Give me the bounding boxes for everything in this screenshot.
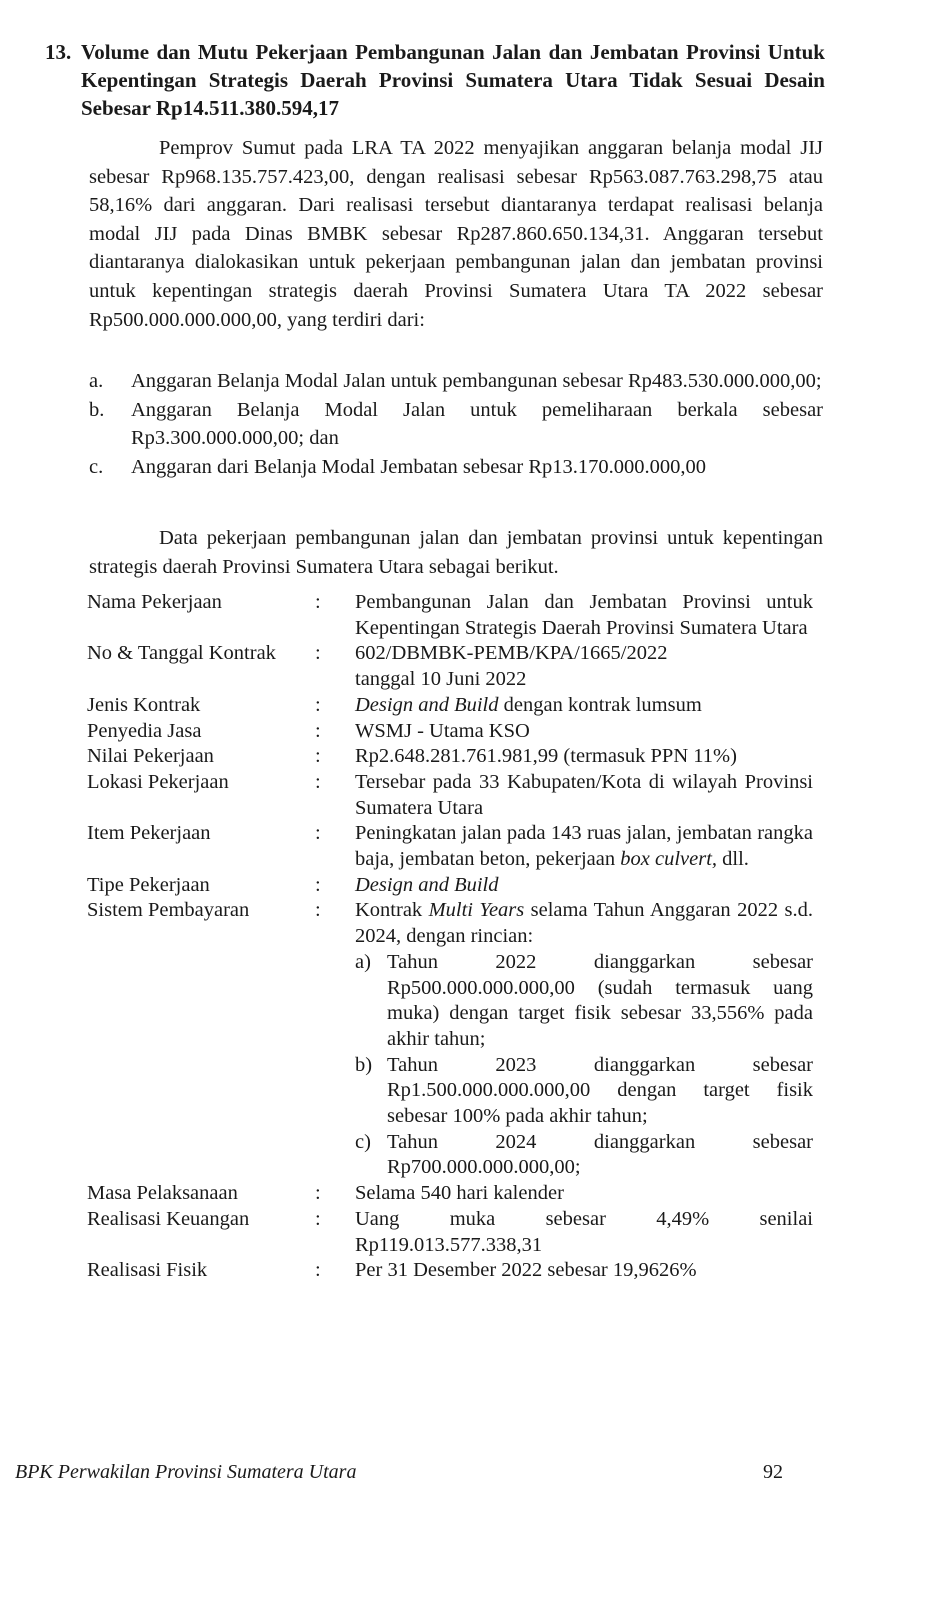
row-label: No & Tanggal Kontrak [87,642,276,665]
value-text: selama Tahun Anggaran 2022 s.d. 2024, dengan rincian: [355,899,813,948]
table-row [87,1258,813,1284]
italic-term: Design and Build [355,693,499,716]
table-row [87,590,813,641]
payment-intro [355,898,813,949]
italic-term: box culvert, [620,848,718,871]
row-colon: : [315,642,321,665]
row-label: Realisasi Keuangan [87,1207,250,1230]
row-value: Uang muka sebesar 4,49% senilai Rp119.013.577.338,31 [355,1207,813,1256]
contract-number: 602/DBMBK-PEMB/KPA/1665/2022 [355,642,668,665]
row-colon: : [315,822,321,845]
row-value [355,641,813,692]
list-item-text: Tahun 2024 dianggarkan sebesar Rp700.000.000.000,00; [387,1130,813,1179]
footer-organization: BPK Perwakilan Provinsi Sumatera Utara [15,1461,357,1483]
row-colon: : [315,1207,321,1230]
row-value: Per 31 Desember 2022 sebesar 19,9626% [355,1259,697,1282]
list-item [89,367,823,396]
table-row [87,1181,813,1207]
row-label: Item Pekerjaan [87,822,211,845]
row-label: Jenis Kontrak [87,693,201,716]
table-row [87,873,813,899]
value-text: dengan kontrak lumsum [498,693,702,716]
row-label: Nama Pekerjaan [87,591,222,613]
list-item-text: Tahun 2023 dianggarkan sebesar Rp1.500.000.000.000,00 dengan target fisik sebesar 100% pada akhir tahun; [387,1053,813,1128]
table-row [87,744,813,770]
list-item-text: Anggaran Belanja Modal Jalan untuk pembangunan sebesar Rp483.530.000.000,00; [131,370,822,392]
list-marker: a) [355,950,371,973]
row-value [355,873,813,899]
data-intro-paragraph [89,524,823,581]
section-number: 13. [45,40,72,64]
section-title: Volume dan Mutu Pekerjaan Pembangunan Jalan dan Jembatan Provinsi Untuk Kepentingan Strategis Daerah Provinsi Sumatera Utara Tidak Sesuai Desain Sebesar Rp14.511.380.594,17 [81,40,825,120]
list-item-text: Anggaran dari Belanja Modal Jembatan sebesar Rp13.170.000.000,00 [131,455,707,478]
row-value: Tersebar pada 33 Kabupaten/Kota di wilayah Provinsi Sumatera Utara [355,770,813,819]
data-intro-text: Data pekerjaan pembangunan jalan dan jembatan provinsi untuk kepentingan strategis daerah Provinsi Sumatera Utara sebagai berikut. [89,527,823,578]
list-item [355,950,813,1053]
row-value: Rp2.648.281.761.981,99 (termasuk PPN 11%) [355,745,737,768]
list-item [89,453,823,482]
row-label: Penyedia Jasa [87,719,202,742]
row-label: Realisasi Fisik [87,1259,208,1282]
row-value [355,898,813,1181]
value-text: dll. [717,848,749,871]
list-marker: c) [355,1130,371,1153]
table-row [87,719,813,745]
section-heading [45,38,825,122]
list-marker: b. [89,398,105,421]
contract-details-table [87,590,813,1284]
list-marker: c. [89,455,104,478]
list-marker: b) [355,1053,373,1076]
payment-schedule-list [355,950,813,1181]
table-row [87,770,813,821]
row-label: Tipe Pekerjaan [87,873,210,896]
list-item-text: Anggaran Belanja Modal Jalan untuk pemeliharaan berkala sebesar Rp3.300.000.000,00; dan [131,398,823,449]
row-colon: : [315,1259,321,1282]
row-colon: : [315,770,321,793]
row-colon: : [315,719,321,742]
italic-term: Design and Build [355,873,499,896]
intro-paragraph-text: Pemprov Sumut pada LRA TA 2022 menyajikan anggaran belanja modal JIJ sebesar Rp968.135.757.423,00, dengan realisasi sebesar Rp563.087.763.298,75 atau 58,16% dari anggaran. Dari realisasi tersebut diantaranya terdapat realisasi belanja modal JIJ pada Dinas BMBK sebesar Rp287.860.650.134,31. Anggaran tersebut diantaranya dialokasikan untuk pekerjaan pembangunan jalan dan jembatan provinsi untuk kepentingan strategis daerah Provinsi Sumatera Utara TA 2022 sebesar Rp500.000.000.000,00, yang terdiri dari: [89,137,823,331]
row-colon: : [315,693,321,716]
row-colon: : [315,899,321,922]
table-row [87,898,813,1181]
value-text: Kontrak [355,899,429,922]
table-row [87,693,813,719]
row-value [355,821,813,872]
row-colon: : [315,873,321,896]
intro-paragraph [89,134,823,334]
table-row [87,641,813,692]
row-colon: : [315,745,321,768]
list-item-text: Tahun 2022 dianggarkan sebesar Rp500.000.000.000,00 (sudah termasuk uang muka) dengan target fisik sebesar 33,556% pada akhir tahun; [387,950,813,1050]
budget-list [89,367,823,481]
row-value: Selama 540 hari kalender [355,1182,564,1205]
page-number: 92 [763,1461,783,1483]
list-item [355,1053,813,1130]
row-value [355,693,813,719]
italic-term: Multi Years [428,899,525,922]
row-value: WSMJ - Utama KSO [355,719,530,742]
list-marker: a. [89,370,104,392]
row-colon: : [315,591,321,613]
row-label: Nilai Pekerjaan [87,745,214,768]
list-item [355,1130,813,1181]
list-item [89,396,823,453]
table-row [87,1207,813,1258]
contract-date: tanggal 10 Juni 2022 [355,668,527,691]
row-value: Pembangunan Jalan dan Jembatan Provinsi untuk Kepentingan Strategis Daerah Provinsi Sumatera Utara [355,591,813,639]
row-colon: : [315,1182,321,1205]
row-label: Masa Pelaksanaan [87,1182,238,1205]
value-text: Peningkatan jalan pada 143 ruas jalan, jembatan rangka baja, jembatan beton, pekerjaan [355,822,813,871]
row-label: Lokasi Pekerjaan [87,770,229,793]
table-row [87,821,813,872]
row-label: Sistem Pembayaran [87,899,250,922]
